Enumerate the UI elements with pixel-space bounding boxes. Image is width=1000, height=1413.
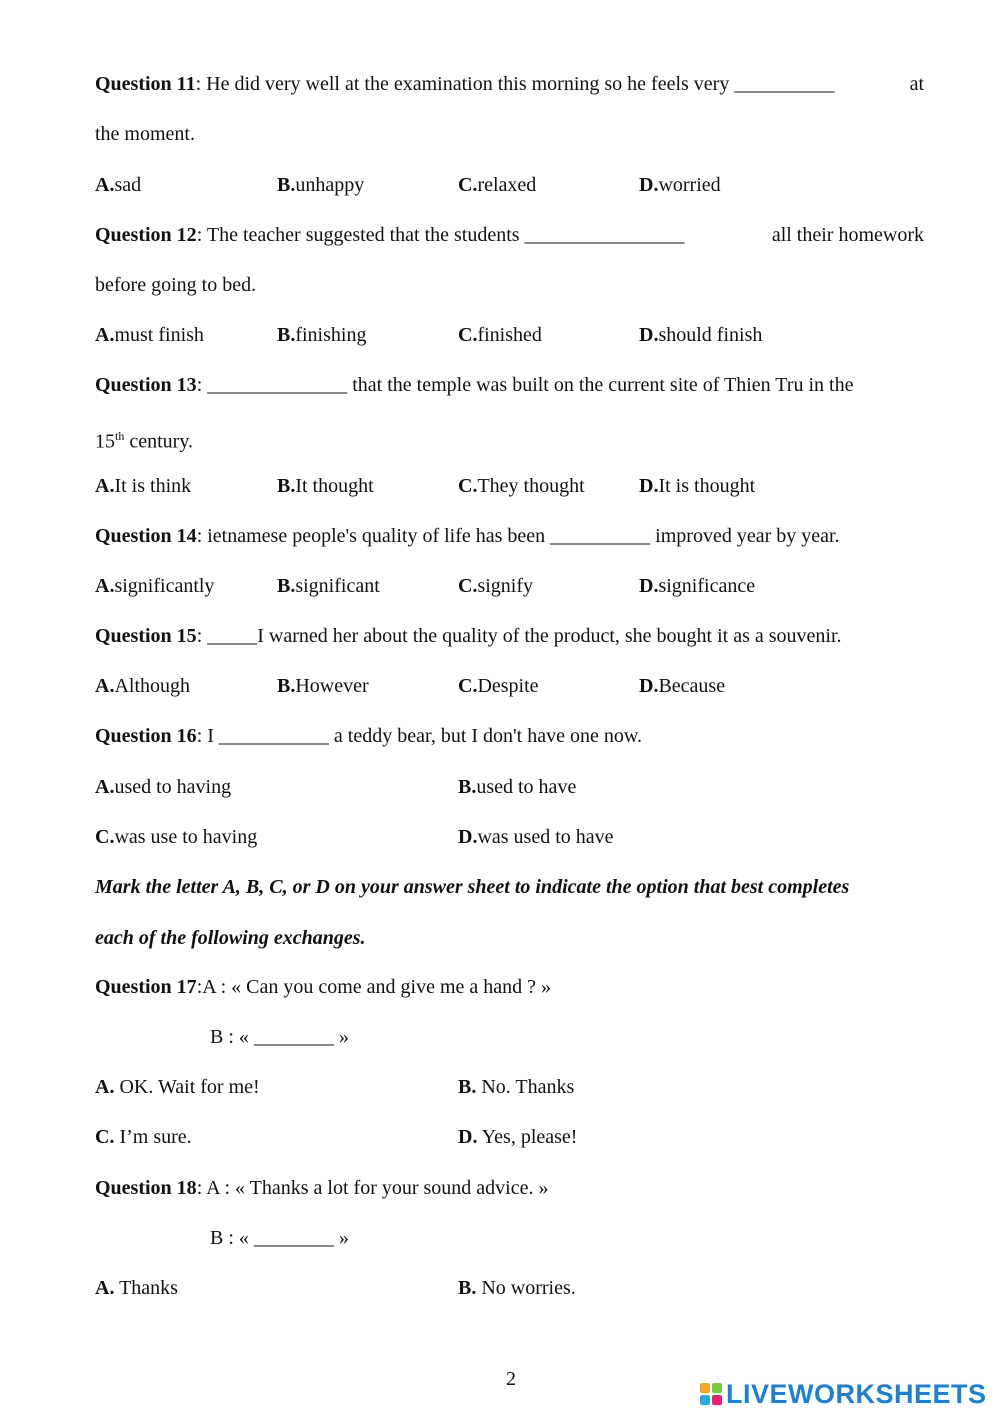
q18-option-b[interactable] [458,1276,576,1300]
option-letter: B. [277,174,296,196]
option-letter: B. [458,776,477,798]
q16-option-a[interactable] [95,775,231,799]
option-letter: A. [95,475,115,497]
question-16-text: : I ___________ a teddy bear, but I don't have one now. [196,725,642,747]
question-11-text: : He did very well at the examination this morning so he feels very __________ [195,73,835,95]
q14-option-c[interactable] [458,574,533,598]
option-text: should finish [658,324,763,346]
option-letter: D. [639,174,659,196]
option-text: No. Thanks [476,1076,575,1098]
option-text: sad [114,174,142,196]
q13-option-c[interactable] [458,474,585,498]
option-text: signify [477,575,534,597]
question-15-text: : _____I warned her about the quality of the product, she bought it as a souvenir. [196,625,842,647]
option-text: used to having [114,776,232,798]
option-text: unhappy [295,174,365,196]
question-12-line1 [95,223,924,247]
century-number: 15 [95,430,115,453]
option-letter: A. [95,1076,115,1098]
q13-option-a[interactable] [95,474,191,498]
q13-option-d[interactable] [639,474,755,498]
option-text: I’m sure. [114,1126,192,1148]
q15-option-b[interactable] [277,674,369,698]
q17-option-b[interactable] [458,1075,574,1099]
question-12-text: : The teacher suggested that the students ________________ [196,224,685,246]
question-16-label: Question 16 [95,725,197,747]
instruction-line1: Mark the letter A, B, C, or D on your answer sheet to indicate the option that best completes [95,876,850,898]
q14-option-b[interactable] [277,574,380,598]
option-text: It thought [295,475,374,497]
question-13-label: Question 13 [95,374,197,396]
q15-option-a[interactable] [95,674,190,698]
liveworksheets-logo-icon [700,1383,722,1405]
option-text: relaxed [477,174,537,196]
option-letter: C. [458,575,478,597]
option-text: used to have [476,776,577,798]
question-12-label: Question 12 [95,224,197,246]
option-text: finished [477,324,542,346]
q11-option-a[interactable] [95,173,141,197]
q16-option-b[interactable] [458,775,576,799]
option-text: They thought [477,475,585,497]
option-letter: C. [458,675,478,697]
liveworksheets-logo[interactable] [700,1380,987,1408]
option-text: finishing [295,324,367,346]
page-number: 2 [506,1368,516,1390]
option-text: However [295,675,369,697]
question-14-text: : ietnamese people's quality of life has been __________ improved year by year. [196,525,840,547]
option-letter: C. [95,1126,115,1148]
option-letter: C. [458,475,478,497]
question-17-text: :A : « Can you come and give me a hand ? » [196,976,552,998]
option-letter: A. [95,1277,115,1299]
option-text: It is thought [658,475,756,497]
question-18-response: B : « ________ » [210,1227,349,1249]
q12-option-d[interactable] [639,323,762,347]
option-letter: B. [277,324,296,346]
question-15-label: Question 15 [95,625,197,647]
option-text: Because [658,675,726,697]
q16-option-c[interactable] [95,825,257,849]
q11-option-c[interactable] [458,173,536,197]
option-text: It is think [114,475,192,497]
option-letter: B. [458,1076,477,1098]
question-12-text-end: all their homework [771,224,924,246]
q11-option-d[interactable] [639,173,721,197]
question-17-label: Question 17 [95,976,197,998]
question-13-line2 [95,424,193,454]
option-letter: B. [277,675,296,697]
option-letter: D. [458,1126,478,1148]
option-letter: A. [95,575,115,597]
option-letter: B. [277,575,296,597]
q11-option-b[interactable] [277,173,364,197]
question-11-line1 [95,72,924,96]
option-text: was used to have [477,826,614,848]
option-letter: A. [95,776,115,798]
q15-option-c[interactable] [458,674,539,698]
question-13-text: : ______________ that the temple was built on the current site of Thien Tru in the [196,374,854,396]
logo-square-2 [712,1383,722,1393]
q14-option-a[interactable] [95,574,214,598]
option-text: significance [658,575,756,597]
question-14-line [95,524,840,548]
option-text: No worries. [476,1277,576,1299]
q18-option-a[interactable] [95,1276,178,1300]
q12-option-a[interactable] [95,323,204,347]
option-text: Thanks [114,1277,178,1299]
logo-square-4 [712,1395,722,1405]
option-letter: C. [458,324,478,346]
option-text: significantly [114,575,215,597]
q14-option-d[interactable] [639,574,755,598]
option-letter: C. [95,826,115,848]
option-text: Although [114,675,191,697]
q17-option-c[interactable] [95,1125,192,1149]
option-text: significant [295,575,380,597]
question-11-text-end: at [909,73,924,95]
question-15-line [95,624,842,648]
q17-option-d[interactable] [458,1125,577,1149]
option-letter: B. [277,475,296,497]
option-letter: D. [458,826,478,848]
option-text: Yes, please! [477,1126,578,1148]
option-letter: B. [458,1277,477,1299]
option-letter: D. [639,675,659,697]
question-11-label: Question 11 [95,73,196,95]
liveworksheets-logo-text: LIVEWORKSHEETS [726,1378,987,1409]
option-text: worried [658,174,721,196]
instruction-line2: each of the following exchanges. [95,927,366,949]
option-letter: C. [458,174,478,196]
option-text: OK. Wait for me! [114,1076,260,1098]
ordinal-suffix: th [115,429,125,443]
q12-option-c[interactable] [458,323,542,347]
logo-square-1 [700,1383,710,1393]
q16-option-d[interactable] [458,825,614,849]
question-13-line1 [95,373,853,397]
logo-square-3 [700,1395,710,1405]
q12-option-b[interactable] [277,323,366,347]
question-11-line2: the moment. [95,123,195,145]
q13-option-b[interactable] [277,474,374,498]
option-letter: A. [95,675,115,697]
question-18-label: Question 18 [95,1177,197,1199]
q15-option-d[interactable] [639,674,725,698]
question-18-text: : A : « Thanks a lot for your sound advice. » [196,1177,549,1199]
century-word: century. [124,430,194,453]
option-text: must finish [114,324,204,346]
option-letter: A. [95,324,115,346]
question-17-line [95,975,551,999]
option-letter: D. [639,324,659,346]
option-letter: D. [639,475,659,497]
question-18-line [95,1176,549,1200]
question-17-response: B : « ________ » [210,1026,349,1048]
question-16-line [95,724,642,748]
option-letter: D. [639,575,659,597]
option-text: was use to having [114,826,258,848]
question-14-label: Question 14 [95,525,197,547]
question-12-line2: before going to bed. [95,274,257,296]
option-text: Despite [477,675,539,697]
q17-option-a[interactable] [95,1075,260,1099]
option-letter: A. [95,174,115,196]
